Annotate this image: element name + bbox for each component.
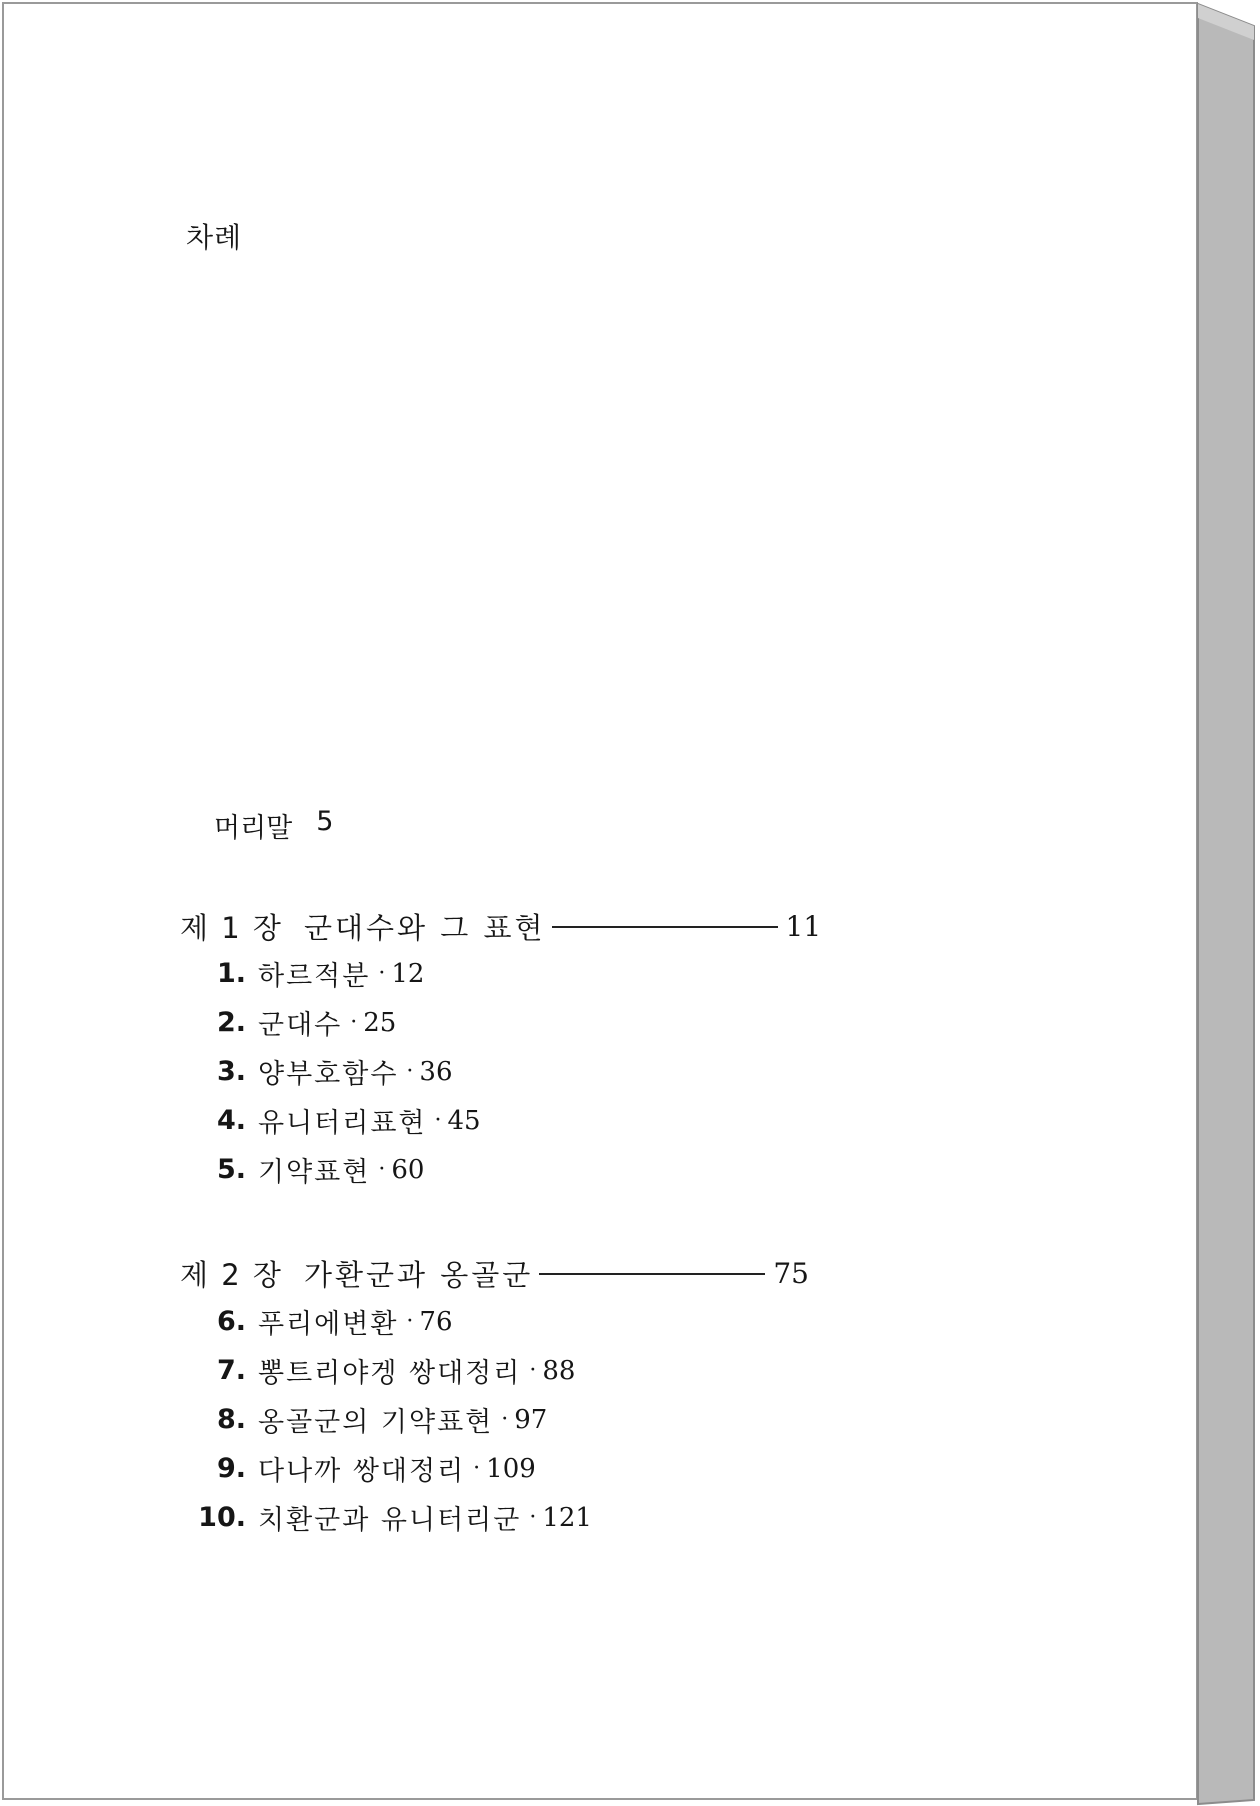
section-separator: · bbox=[529, 1505, 537, 1530]
section-page: 97 bbox=[514, 1404, 548, 1435]
preface-page: 5 bbox=[316, 806, 334, 837]
section-title: 군대수 bbox=[258, 1010, 343, 1041]
section-separator: · bbox=[350, 1010, 358, 1035]
section-page: 12 bbox=[391, 958, 425, 989]
section-title: 치환군과 유니터리군 bbox=[258, 1505, 522, 1536]
chapter-1-sections bbox=[196, 949, 481, 1194]
list-item bbox=[196, 1444, 592, 1493]
section-index: 4. bbox=[216, 1105, 246, 1136]
toc-heading: 차례 bbox=[186, 221, 243, 254]
list-item bbox=[196, 1096, 481, 1145]
section-separator: · bbox=[378, 961, 386, 986]
chapter-title: 군대수와 그 표현 bbox=[304, 911, 546, 945]
chapter-1-heading bbox=[180, 906, 821, 947]
chapter-page: 11 bbox=[785, 910, 822, 943]
section-index: 10. bbox=[198, 1502, 246, 1533]
section-page: 109 bbox=[486, 1453, 536, 1484]
section-index: 8. bbox=[216, 1404, 246, 1435]
section-index: 7. bbox=[216, 1355, 246, 1386]
section-separator: · bbox=[434, 1108, 442, 1133]
section-separator: · bbox=[406, 1309, 414, 1334]
section-index: 3. bbox=[216, 1056, 246, 1087]
list-item bbox=[196, 1395, 592, 1444]
chapter-2-sections bbox=[196, 1297, 592, 1542]
preface-entry bbox=[214, 806, 333, 845]
section-separator: · bbox=[378, 1157, 386, 1182]
section-page: 88 bbox=[542, 1355, 576, 1386]
list-item bbox=[196, 1493, 592, 1542]
section-separator: · bbox=[501, 1407, 509, 1432]
section-page: 60 bbox=[391, 1154, 425, 1185]
section-separator: · bbox=[473, 1456, 481, 1481]
list-item bbox=[196, 1346, 592, 1395]
section-title: 유니터리표현 bbox=[258, 1108, 427, 1139]
section-title: 기약표현 bbox=[258, 1157, 371, 1188]
section-page: 45 bbox=[447, 1105, 481, 1136]
section-page: 121 bbox=[542, 1502, 592, 1533]
section-page: 25 bbox=[363, 1007, 397, 1038]
section-separator: · bbox=[406, 1059, 414, 1084]
section-title: 양부호함수 bbox=[258, 1059, 399, 1090]
chapter-page: 75 bbox=[773, 1257, 809, 1290]
section-page: 36 bbox=[419, 1056, 453, 1087]
page-sheet bbox=[2, 2, 1198, 1800]
section-index: 6. bbox=[216, 1306, 246, 1337]
leader-rule bbox=[552, 926, 778, 928]
leader-rule bbox=[539, 1273, 765, 1275]
list-item bbox=[196, 998, 481, 1047]
section-title: 하르적분 bbox=[258, 961, 371, 992]
section-index: 1. bbox=[216, 958, 246, 989]
section-title: 옹골군의 기약표현 bbox=[258, 1407, 494, 1438]
section-title: 뽕트리야겡 쌍대정리 bbox=[258, 1358, 522, 1389]
list-item bbox=[196, 1047, 481, 1096]
list-item bbox=[196, 949, 481, 998]
section-index: 9. bbox=[216, 1453, 246, 1484]
chapter-2-heading bbox=[180, 1253, 809, 1294]
section-title: 푸리에변환 bbox=[258, 1309, 399, 1340]
preface-title: 머리말 bbox=[214, 813, 293, 844]
list-item bbox=[196, 1145, 481, 1194]
section-title: 다나까 쌍대정리 bbox=[258, 1456, 466, 1487]
section-index: 2. bbox=[216, 1007, 246, 1038]
section-index: 5. bbox=[216, 1154, 246, 1185]
chapter-number: 제 2 장 bbox=[180, 1258, 283, 1292]
chapter-number: 제 1 장 bbox=[180, 911, 283, 945]
section-page: 76 bbox=[419, 1306, 453, 1337]
chapter-title: 가환군과 옹골군 bbox=[304, 1258, 534, 1292]
section-separator: · bbox=[529, 1358, 537, 1383]
list-item bbox=[196, 1297, 592, 1346]
